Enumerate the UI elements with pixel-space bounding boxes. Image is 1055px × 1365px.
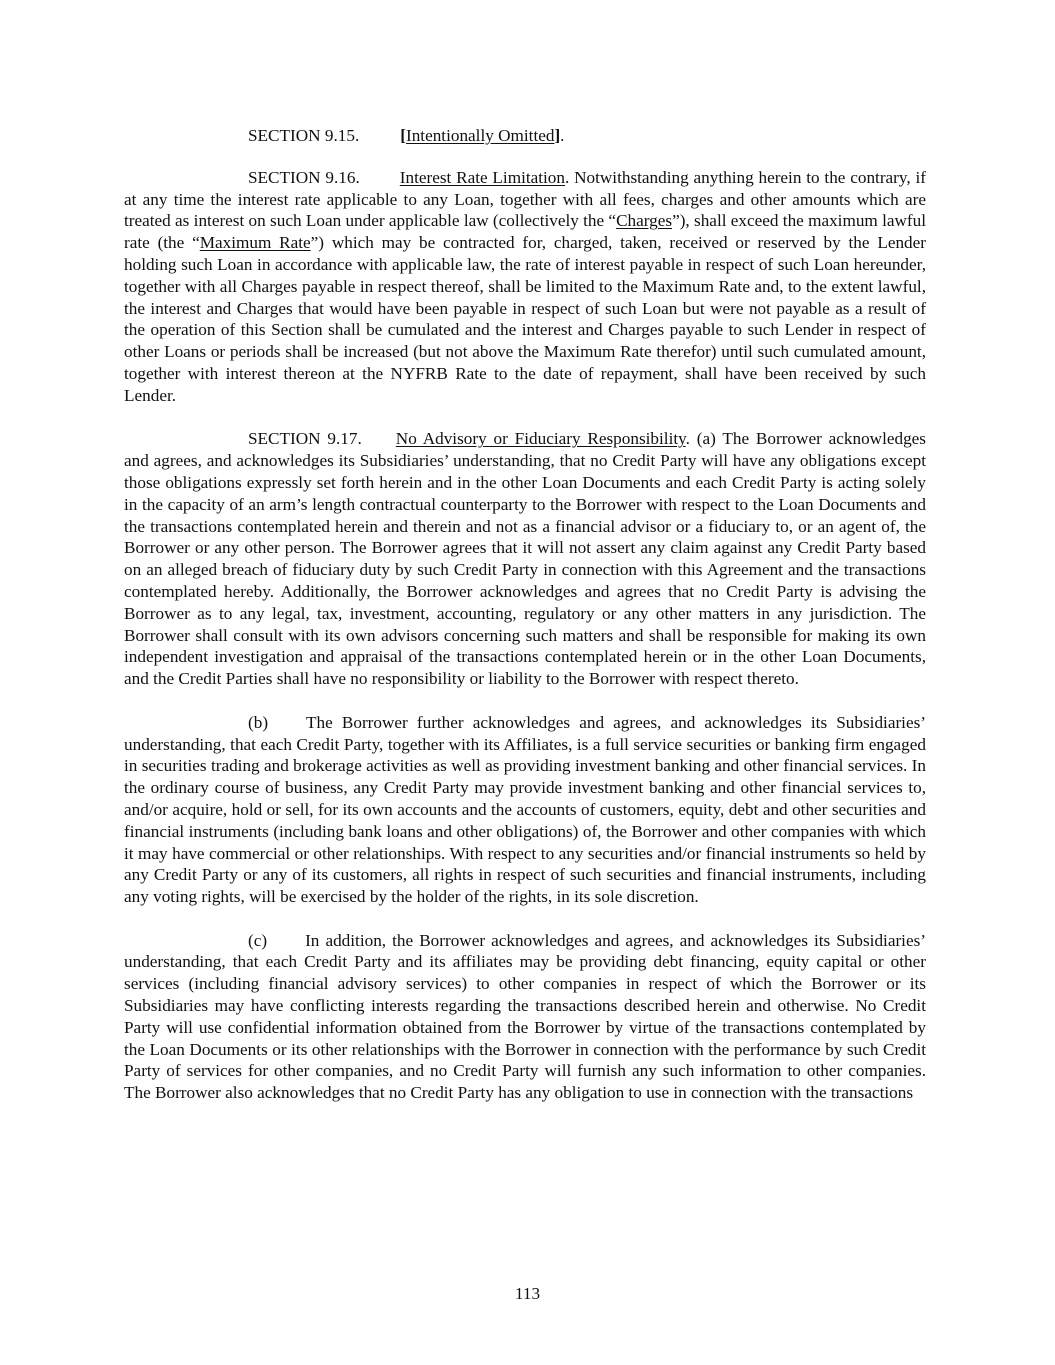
section-9-15-paragraph [124,125,926,147]
section-9-17-heading: SECTION 9.17. [248,429,362,449]
clause-c-label: (c) [248,930,268,950]
section-9-15-open-bracket: [ [400,126,406,145]
term-charges: Charges [616,211,673,231]
page-number: 113 [514,1284,541,1303]
section-9-17-paragraph-b [124,712,926,908]
section-9-15-period: . [560,126,565,145]
section-9-17-text-a: . (a) The Borrower acknowledges and agrees, and acknowledges its Subsidiaries’ understanding, that no Credit Party will have any obligations except those obligations expressly set forth herein and in the other Loan Documents and each Credit Party is acting solely in the capacity of an arm’s length contractual counterparty to the Borrower with respect to the Loan Documents and the transactions contemplated herein and therein and not as a financial advisor or a fiduciary to, or an agent of, the Borrower or any other person. The Borrower agrees that it will not assert any claim against any Credit Party based on an alleged breach of fiduciary duty by such Credit Party in connection with this Agreement and the transactions contemplated hereby. Additionally, the Borrower acknowledges and agrees that no Credit Party is advising the Borrower as to any legal, tax, investment, accounting, regulatory or any other matters in any jurisdiction. The Borrower shall consult with its own advisors concerning such matters and shall be responsible for making its own independent investigation and appraisal of the transactions contemplated herein or in the other Loan Documents, and the Credit Parties shall have no responsibility or liability to the Borrower with respect thereto. [124,429,926,689]
section-9-16-text-2: ”), shall exceed the maximum lawful rate (the “ [124,211,926,253]
clause-b-label: (b) [248,712,269,732]
section-9-17-paragraph-c [124,930,926,1104]
section-9-15-title: Intentionally Omitted [405,126,555,145]
section-9-17-title: No Advisory or Fiduciary Responsibility [395,429,686,449]
clause-b-text: The Borrower further acknowledges and agrees, and acknowledges its Subsidiaries’ understanding, that each Credit Party, together with its Affiliates, is a full service securities or banking firm engaged in securities trading and brokerage activities as well as providing investment banking and other financial services. In the ordinary course of business, any Credit Party may provide investment banking and other financial services to, and/or acquire, hold or sell, for its own accounts and the accounts of customers, equity, debt and other securities and financial instruments (including bank loans and other obligations) of, the Borrower and other companies with which it may have commercial or other relationships. With respect to any securities and/or financial instruments so held by any Credit Party or any of its customers, all rights in respect of such securities and financial instruments, including any voting rights, will be exercised by the holder of the rights, in its sole discretion. [124,712,926,907]
section-9-16-text-3: ”) which may be contracted for, charged, taken, received or reserved by the Lender holding such Loan in accordance with applicable law, the rate of interest payable in respect of such Loan hereunder, together with all Charges payable in respect thereof, shall be limited to the Maximum Rate and, to the extent lawful, the interest and Charges that would have been payable in respect of such Loan but were not payable as a result of the operation of this Section shall be cumulated and the interest and Charges payable to such Lender in respect of other Loans or periods shall be increased (but not above the Maximum Rate therefor) until such cumulated amount, together with interest thereon at the NYFRB Rate to the date of repayment, shall have been received by such Lender. [124,233,927,405]
section-9-16-title: Interest Rate Limitation [399,167,565,187]
document-body [124,125,926,1126]
section-9-15-heading: SECTION 9.15. [248,126,360,145]
clause-c-text: In addition, the Borrower acknowledges and agrees, and acknowledges its Subsidiaries’ understanding, that each Credit Party and its affiliates may be providing debt financing, equity capital or other services (including financial advisory services) to other companies in respect of which the Borrower or its Subsidiaries may have conflicting interests regarding the transactions described herein and otherwise. No Credit Party will use confidential information obtained from the Borrower by virtue of the transactions contemplated by the Loan Documents or its other relationships with the Borrower in connection with the performance by such Credit Party of services for other companies, and no Credit Party will furnish any such information to other companies. The Borrower also acknowledges that no Credit Party has any obligation to use in connection with the transactions [124,930,926,1103]
section-9-16-text-1: . Notwithstanding anything herein to the contrary, if at any time the interest rate applicable to any Loan, together with all fees, charges and other amounts which are treated as interest on such Loan under applicable law (collectively the “ [124,167,926,231]
term-maximum-rate: Maximum Rate [199,233,311,253]
section-9-16-paragraph [124,167,926,407]
section-9-15-close-bracket: ] [554,126,561,145]
section-9-17-paragraph-a [124,428,926,690]
section-9-16-heading: SECTION 9.16. [248,167,360,187]
